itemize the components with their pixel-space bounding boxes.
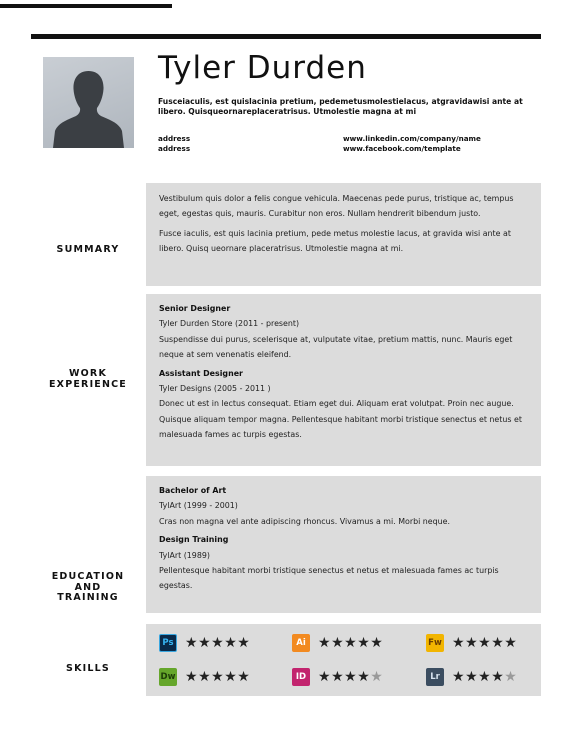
section-label-education: EDUCATION AND TRAINING [51, 571, 125, 603]
star-filled-icon: ★ [344, 669, 358, 685]
star-filled-icon: ★ [452, 669, 466, 685]
job-title: Assistant Designer [159, 368, 243, 378]
dreamweaver-icon: Dw [159, 668, 177, 686]
skill-photoshop [159, 634, 250, 652]
school-name: TylArt (1999 - 2001) [159, 501, 238, 511]
degree-title: Design Training [159, 535, 229, 545]
candidate-tagline: Fusceiaculis, est quislacinia pretium, pedemetusmolestielacus, atgravidawisi ante at libero. Quisqueornareplaceratrisus. Utmolestie magna at mi [158, 97, 523, 116]
address-line: address [158, 143, 191, 153]
skill-rating-stars [185, 634, 250, 652]
education-description: Cras non magna vel ante adipiscing rhoncus. Vivamus a mi. Morbi neque. [159, 516, 451, 526]
star-empty-icon: ★ [504, 669, 518, 685]
skill-illustrator [292, 634, 383, 652]
star-filled-icon: ★ [224, 635, 238, 651]
degree-title: Bachelor of Art [159, 486, 227, 495]
star-filled-icon: ★ [331, 635, 345, 651]
address-line: address [158, 134, 191, 143]
lightroom-icon: Lr [426, 668, 444, 686]
illustrator-icon: Ai [292, 634, 310, 652]
work-experience-box [146, 294, 541, 466]
skill-rating-stars [452, 634, 517, 652]
links-block [343, 134, 481, 153]
star-filled-icon: ★ [357, 669, 371, 685]
skill-rating-stars [185, 668, 250, 686]
star-filled-icon: ★ [318, 669, 332, 685]
school-name: TylArt (1989) [159, 550, 210, 560]
photoshop-icon: Ps [159, 634, 177, 652]
candidate-name: Tyler Durden [158, 50, 367, 86]
star-empty-icon: ★ [370, 669, 384, 685]
summary-paragraph: Vestibulum quis dolor a felis congue vehicula. Maecenas pede purus, tristique ac, tempus eget, egestas quis, mauris. Curabitur non eros. Nullam hendrerit bibendum justo. [159, 194, 514, 219]
skill-dreamweaver [159, 668, 250, 686]
job-company: Tyler Designs (2005 - 2011 ) [159, 384, 271, 394]
education-box [146, 476, 541, 613]
profile-photo [43, 57, 134, 148]
star-filled-icon: ★ [211, 669, 225, 685]
star-filled-icon: ★ [478, 669, 492, 685]
skill-rating-stars [452, 668, 517, 686]
star-filled-icon: ★ [224, 669, 238, 685]
star-filled-icon: ★ [370, 635, 384, 651]
star-filled-icon: ★ [237, 635, 251, 651]
star-filled-icon: ★ [491, 635, 505, 651]
header-rule [31, 34, 541, 39]
top-accent-bar [0, 4, 172, 8]
address-block [158, 134, 190, 153]
star-filled-icon: ★ [478, 635, 492, 651]
skill-indesign [292, 668, 383, 686]
star-filled-icon: ★ [318, 635, 332, 651]
star-filled-icon: ★ [491, 669, 505, 685]
summary-paragraph: Fusce iaculis, est quis lacinia pretium, pede metus molestie lacus, at gravida wisi ante at libero. Quisq ueornare placeratrisus. Utmolestie magna at mi. [159, 228, 511, 254]
skill-rating-stars [318, 668, 383, 686]
job-description: Donec ut est in lectus consequat. Etiam eget dui. Aliquam erat volutpat. Proin nec augue. Quisque aliquam tempor magna. Pellentesque habitant morbi tristique senectus et netus et malesuada fames ac turpis egestas. [159, 399, 522, 440]
star-filled-icon: ★ [331, 669, 345, 685]
skills-box [146, 624, 541, 696]
indesign-icon: ID [292, 668, 310, 686]
section-label-work-experience: WORK EXPERIENCE [48, 368, 128, 390]
star-filled-icon: ★ [452, 635, 466, 651]
summary-box [146, 183, 541, 286]
star-filled-icon: ★ [185, 635, 199, 651]
job-description: Suspendisse dui purus, scelerisque at, vulputate vitae, pretium mattis, nunc. Mauris eget neque at sem venenatis eleifend. [159, 334, 513, 360]
star-filled-icon: ★ [504, 635, 518, 651]
education-description: Pellentesque habitant morbi tristique senectus et netus et malesuada fames ac turpis egestas. [159, 566, 499, 591]
star-filled-icon: ★ [198, 669, 212, 685]
star-filled-icon: ★ [357, 635, 371, 651]
star-filled-icon: ★ [185, 669, 199, 685]
linkedin-link[interactable]: www.linkedin.com/company/name [343, 134, 481, 143]
star-filled-icon: ★ [237, 669, 251, 685]
fireworks-icon: Fw [426, 634, 444, 652]
skill-rating-stars [318, 634, 383, 652]
star-filled-icon: ★ [344, 635, 358, 651]
job-company: Tyler Durden Store (2011 - present) [159, 319, 300, 329]
facebook-link[interactable]: www.facebook.com/template [343, 143, 461, 153]
star-filled-icon: ★ [465, 669, 479, 685]
star-filled-icon: ★ [198, 635, 212, 651]
skill-fireworks [426, 634, 517, 652]
star-filled-icon: ★ [211, 635, 225, 651]
person-silhouette-icon [43, 57, 134, 148]
star-filled-icon: ★ [465, 635, 479, 651]
job-title: Senior Designer [159, 304, 231, 313]
section-label-summary: SUMMARY [56, 244, 120, 255]
section-label-skills: SKILLS [66, 663, 110, 674]
skill-lightroom [426, 668, 517, 686]
